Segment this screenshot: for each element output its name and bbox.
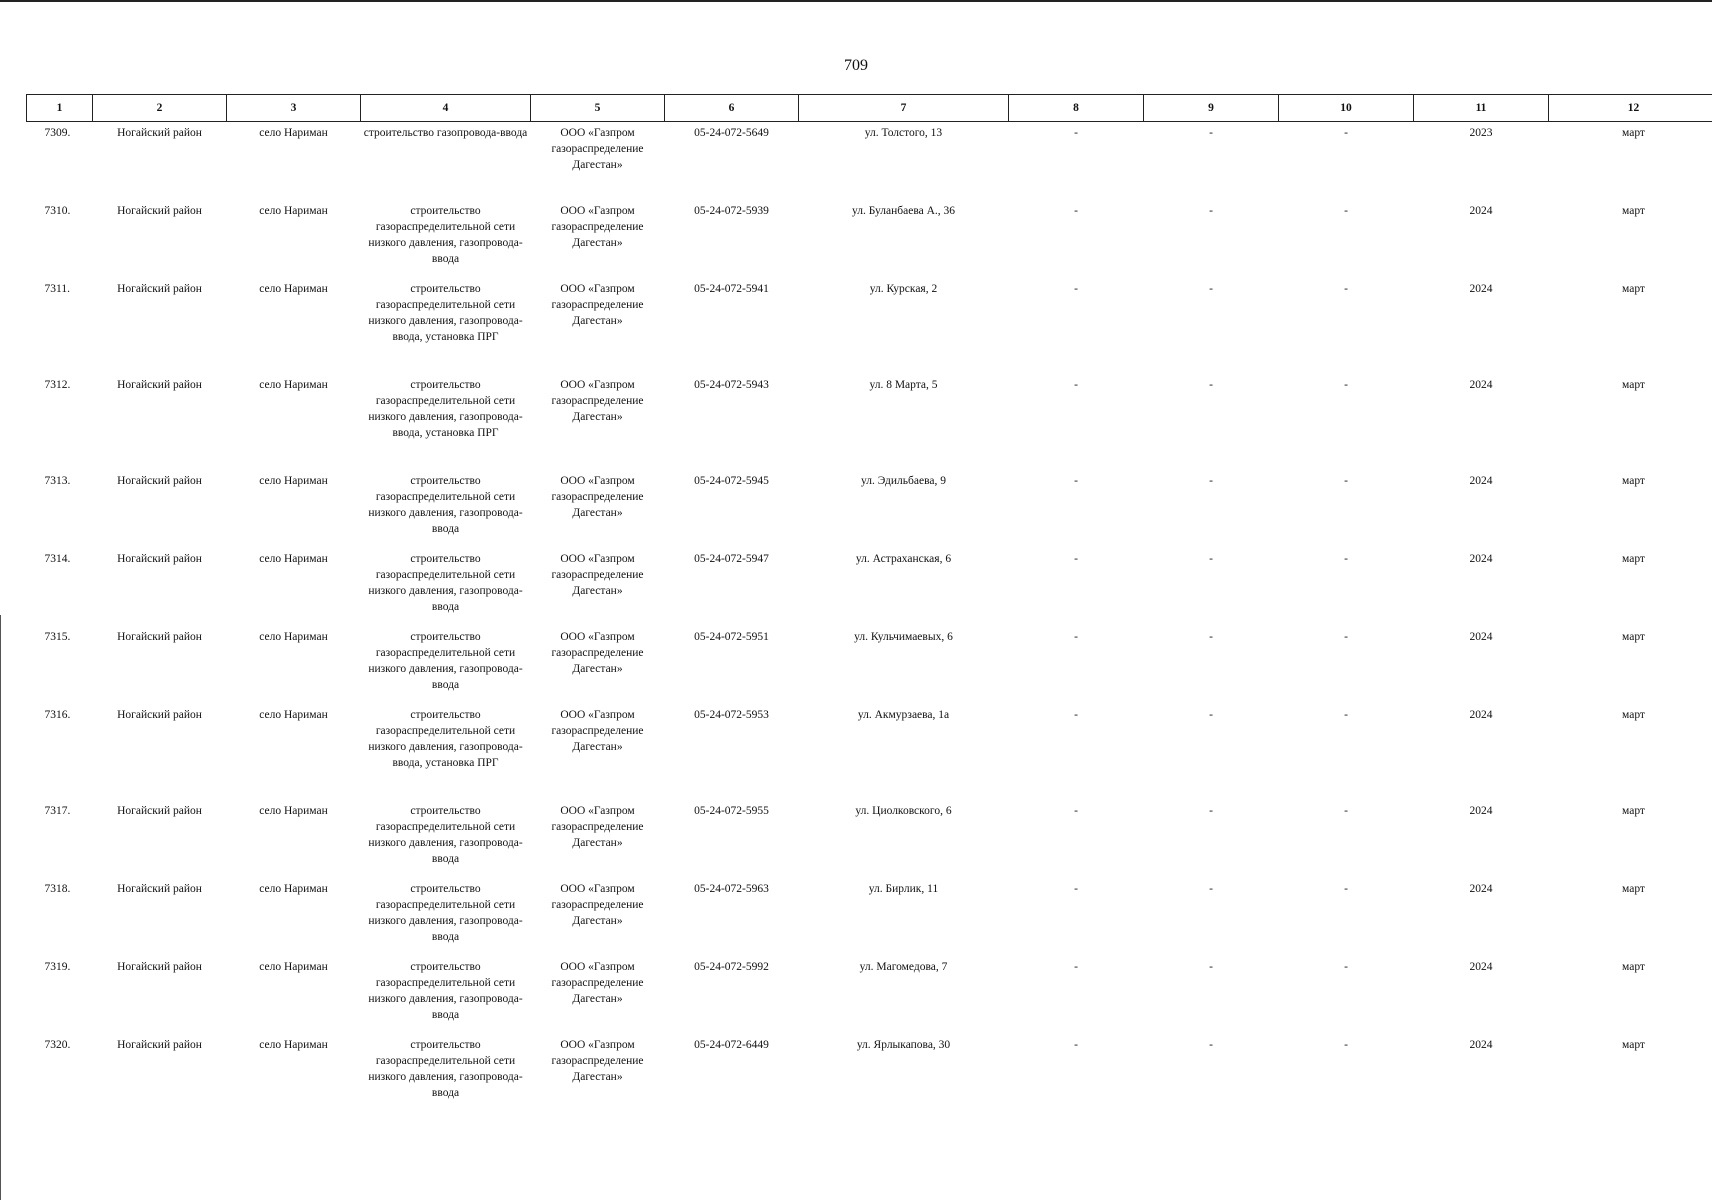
cell-col9: - (1209, 379, 1213, 391)
page-number: 709 (844, 57, 868, 74)
cell-work: строительство газораспределительной сети низкого давления, газопровода-ввода, установка ПРГ (368, 709, 523, 769)
cell-district: Ногайский район (117, 475, 202, 487)
cell-col9: - (1209, 553, 1213, 565)
cell-settlement: село Нариман (259, 283, 328, 295)
column-header: 1 (27, 95, 93, 122)
cell-month: март (1622, 127, 1645, 139)
table-row (27, 199, 1712, 277)
column-header: 8 (1009, 95, 1144, 122)
cell-code: 05-24-072-5943 (694, 379, 769, 391)
cell-settlement: село Нариман (259, 475, 328, 487)
cell-work: строительство газораспределительной сети низкого давления, газопровода-ввода (368, 805, 523, 865)
cell-col8: - (1074, 205, 1078, 217)
cell-col10: - (1344, 553, 1348, 565)
cell-operator: ООО «Газпром газораспределение Дагестан» (551, 283, 644, 327)
cell-district: Ногайский район (117, 283, 202, 295)
cell-work: строительство газораспределительной сети низкого давления, газопровода-ввода, установка ПРГ (368, 283, 523, 343)
cell-month: март (1622, 631, 1645, 643)
cell-operator: ООО «Газпром газораспределение Дагестан» (551, 475, 644, 519)
cell-col10: - (1344, 883, 1348, 895)
cell-district: Ногайский район (117, 127, 202, 139)
cell-work: строительство газораспределительной сети низкого давления, газопровода-ввода (368, 553, 523, 613)
cell-col10: - (1344, 709, 1348, 721)
column-header: 12 (1549, 95, 1712, 122)
cell-settlement: село Нариман (259, 379, 328, 391)
cell-code: 05-24-072-5951 (694, 631, 769, 643)
cell-col8: - (1074, 961, 1078, 973)
cell-address: ул. Кульчимаевых, 6 (854, 631, 953, 643)
table-row (27, 277, 1712, 373)
cell-col8: - (1074, 1039, 1078, 1051)
cell-address: ул. Магомедова, 7 (859, 961, 948, 973)
cell-operator: ООО «Газпром газораспределение Дагестан» (551, 127, 644, 171)
cell-col8: - (1074, 709, 1078, 721)
top-border-line (0, 0, 1712, 2)
cell-col10: - (1344, 961, 1348, 973)
cell-month: март (1622, 553, 1645, 565)
table-row (27, 547, 1712, 625)
table-row (27, 703, 1712, 799)
cell-col8: - (1074, 805, 1078, 817)
cell-code: 05-24-072-5992 (694, 961, 769, 973)
table-row (27, 955, 1712, 1033)
cell-col9: - (1209, 961, 1213, 973)
cell-address: ул. Бирлик, 11 (868, 883, 939, 895)
cell-code: 05-24-072-5953 (694, 709, 769, 721)
cell-year: 2024 (1469, 1039, 1493, 1051)
cell-col10: - (1344, 283, 1348, 295)
cell-settlement: село Нариман (259, 805, 328, 817)
cell-settlement: село Нариман (259, 553, 328, 565)
cell-month: март (1622, 283, 1645, 295)
cell-col10: - (1344, 805, 1348, 817)
cell-settlement: село Нариман (259, 883, 328, 895)
cell-district: Ногайский район (117, 205, 202, 217)
cell-operator: ООО «Газпром газораспределение Дагестан» (551, 961, 644, 1005)
cell-year: 2024 (1469, 631, 1493, 643)
cell-settlement: село Нариман (259, 961, 328, 973)
column-header: 10 (1279, 95, 1414, 122)
cell-operator: ООО «Газпром газораспределение Дагестан» (551, 205, 644, 249)
column-header: 6 (665, 95, 799, 122)
cell-settlement: село Нариман (259, 631, 328, 643)
cell-district: Ногайский район (117, 379, 202, 391)
cell-number: 7311. (44, 283, 70, 295)
cell-month: март (1622, 205, 1645, 217)
cell-month: март (1622, 883, 1645, 895)
cell-operator: ООО «Газпром газораспределение Дагестан» (551, 805, 644, 849)
cell-number: 7309. (44, 127, 71, 139)
header-row (27, 95, 1712, 122)
cell-number: 7312. (44, 379, 71, 391)
cell-month: март (1622, 475, 1645, 487)
cell-address: ул. Буланбаева А., 36 (851, 205, 956, 217)
cell-code: 05-24-072-5649 (694, 127, 769, 139)
table-row (27, 799, 1712, 877)
cell-work: строительство газораспределительной сети низкого давления, газопровода-ввода (368, 475, 523, 535)
cell-code: 05-24-072-5939 (694, 205, 769, 217)
cell-col8: - (1074, 631, 1078, 643)
cell-col8: - (1074, 883, 1078, 895)
cell-col8: - (1074, 475, 1078, 487)
cell-number: 7320. (44, 1039, 71, 1051)
cell-work: строительство газораспределительной сети низкого давления, газопровода-ввода (368, 1039, 523, 1099)
cell-year: 2024 (1469, 205, 1493, 217)
cell-number: 7319. (44, 961, 71, 973)
table-row (27, 1033, 1712, 1111)
cell-number: 7315. (44, 631, 71, 643)
cell-code: 05-24-072-5963 (694, 883, 769, 895)
cell-work: строительство газораспределительной сети низкого давления, газопровода-ввода (368, 631, 523, 691)
cell-year: 2024 (1469, 805, 1493, 817)
cell-district: Ногайский район (117, 883, 202, 895)
column-header: 3 (227, 95, 361, 122)
cell-col9: - (1209, 283, 1213, 295)
cell-col10: - (1344, 475, 1348, 487)
cell-number: 7318. (44, 883, 71, 895)
cell-year: 2024 (1469, 379, 1493, 391)
cell-district: Ногайский район (117, 805, 202, 817)
cell-year: 2024 (1469, 883, 1493, 895)
cell-code: 05-24-072-5947 (694, 553, 769, 565)
cell-col8: - (1074, 553, 1078, 565)
cell-year: 2024 (1469, 961, 1493, 973)
cell-code: 05-24-072-5945 (694, 475, 769, 487)
cell-month: март (1622, 379, 1645, 391)
cell-col8: - (1074, 127, 1078, 139)
cell-number: 7317. (44, 805, 71, 817)
cell-settlement: село Нариман (259, 1039, 328, 1051)
column-header: 2 (93, 95, 227, 122)
column-header: 11 (1414, 95, 1549, 122)
cell-settlement: село Нариман (259, 127, 328, 139)
cell-district: Ногайский район (117, 631, 202, 643)
cell-operator: ООО «Газпром газораспределение Дагестан» (551, 553, 644, 597)
cell-settlement: село Нариман (259, 205, 328, 217)
cell-col8: - (1074, 379, 1078, 391)
cell-work: строительство газораспределительной сети низкого давления, газопровода-ввода (368, 205, 523, 265)
cell-col10: - (1344, 379, 1348, 391)
cell-col9: - (1209, 475, 1213, 487)
cell-number: 7310. (44, 205, 71, 217)
cell-col10: - (1344, 205, 1348, 217)
cell-operator: ООО «Газпром газораспределение Дагестан» (551, 379, 644, 423)
cell-operator: ООО «Газпром газораспределение Дагестан» (551, 631, 644, 675)
cell-col9: - (1209, 883, 1213, 895)
cell-number: 7314. (44, 553, 71, 565)
column-header: 5 (531, 95, 665, 122)
cell-code: 05-24-072-6449 (694, 1039, 769, 1051)
cell-month: март (1622, 1039, 1645, 1051)
table-row (27, 373, 1712, 469)
cell-year: 2024 (1469, 709, 1493, 721)
cell-col9: - (1209, 205, 1213, 217)
table-row (27, 625, 1712, 703)
cell-work: строительство газораспределительной сети низкого давления, газопровода-ввода (368, 883, 523, 943)
cell-address: ул. Ярлыкапова, 30 (856, 1039, 951, 1051)
cell-address: ул. Курская, 2 (869, 283, 938, 295)
cell-number: 7313. (44, 475, 71, 487)
cell-col8: - (1074, 283, 1078, 295)
cell-col9: - (1209, 1039, 1213, 1051)
cell-col10: - (1344, 631, 1348, 643)
column-header: 9 (1144, 95, 1279, 122)
cell-address: ул. 8 Марта, 5 (869, 379, 938, 391)
cell-address: ул. Толстого, 13 (864, 127, 943, 139)
cell-district: Ногайский район (117, 1039, 202, 1051)
cell-settlement: село Нариман (259, 709, 328, 721)
cell-col9: - (1209, 127, 1213, 139)
cell-operator: ООО «Газпром газораспределение Дагестан» (551, 1039, 644, 1083)
cell-address: ул. Циолковского, 6 (855, 805, 952, 817)
cell-month: март (1622, 805, 1645, 817)
cell-operator: ООО «Газпром газораспределение Дагестан» (551, 709, 644, 753)
cell-month: март (1622, 961, 1645, 973)
cell-district: Ногайский район (117, 553, 202, 565)
column-header: 7 (799, 95, 1009, 122)
cell-code: 05-24-072-5941 (694, 283, 769, 295)
table-row (27, 122, 1712, 200)
table-row (27, 877, 1712, 955)
cell-district: Ногайский район (117, 709, 202, 721)
cell-operator: ООО «Газпром газораспределение Дагестан» (551, 883, 644, 927)
cell-address: ул. Акмурзаева, 1а (857, 709, 950, 721)
cell-col9: - (1209, 709, 1213, 721)
cell-work: строительство газопровода-ввода (363, 127, 528, 139)
cell-code: 05-24-072-5955 (694, 805, 769, 817)
cell-address: ул. Астраханская, 6 (855, 553, 952, 565)
cell-col9: - (1209, 631, 1213, 643)
cell-col10: - (1344, 1039, 1348, 1051)
table-row (27, 469, 1712, 547)
column-header: 4 (361, 95, 531, 122)
cell-year: 2024 (1469, 475, 1493, 487)
cell-work: строительство газораспределительной сети низкого давления, газопровода-ввода, установка ПРГ (368, 379, 523, 439)
cell-work: строительство газораспределительной сети низкого давления, газопровода-ввода (368, 961, 523, 1021)
cell-year: 2024 (1469, 283, 1493, 295)
cell-col9: - (1209, 805, 1213, 817)
register-table (26, 94, 1712, 1111)
cell-number: 7316. (44, 709, 71, 721)
cell-year: 2024 (1469, 553, 1493, 565)
cell-year: 2023 (1469, 127, 1493, 139)
cell-month: март (1622, 709, 1645, 721)
cell-district: Ногайский район (117, 961, 202, 973)
cell-address: ул. Эдильбаева, 9 (861, 475, 946, 487)
scan-edge-line (0, 615, 1, 1200)
cell-col10: - (1344, 127, 1348, 139)
